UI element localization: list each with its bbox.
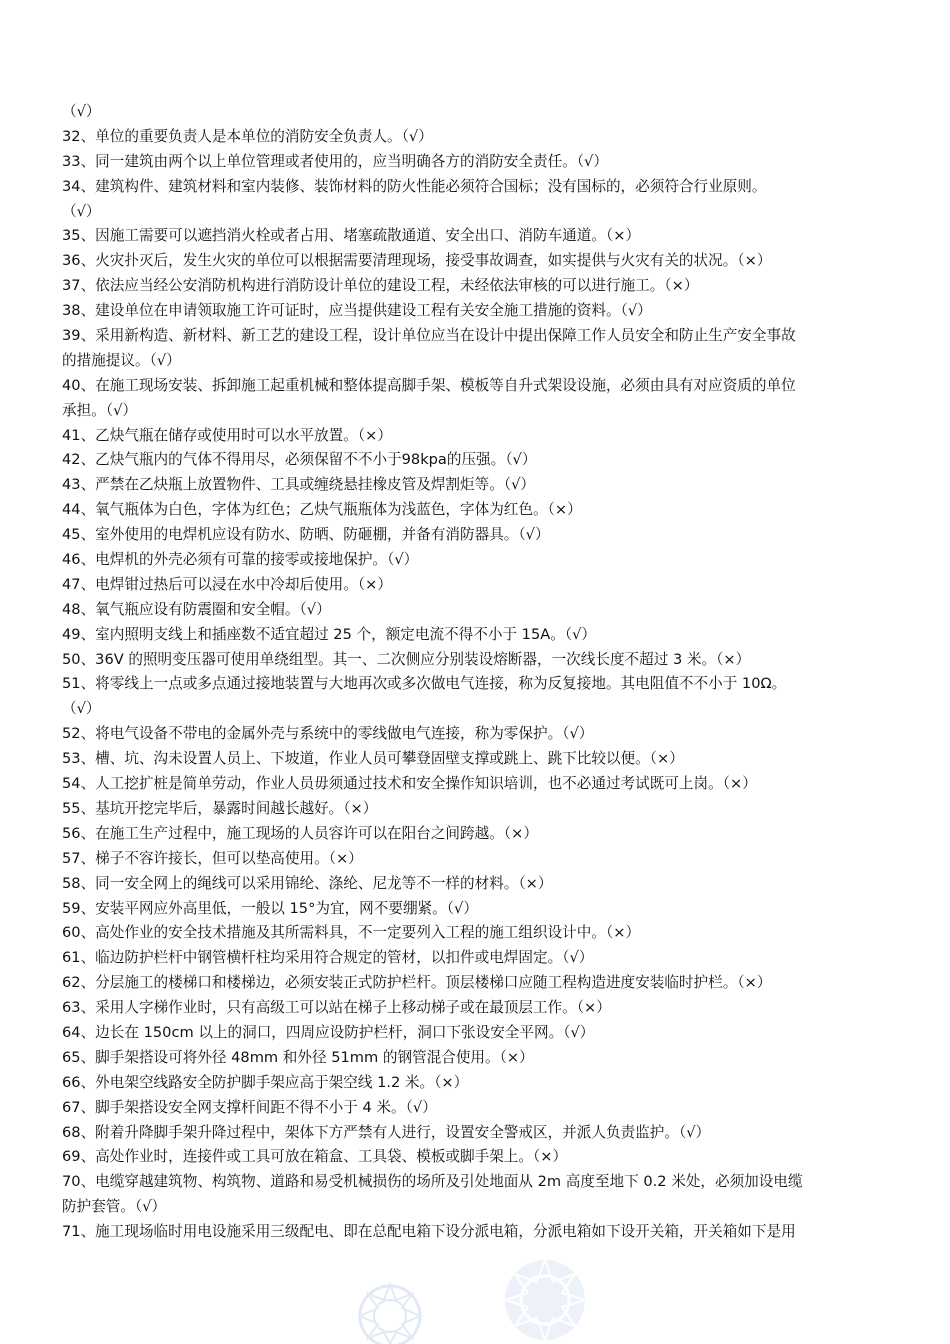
text-line: 55、基坑开挖完毕后，暴露时间越长越好。（×） [62,799,378,817]
text-line: 的措施提议。（√） [62,351,181,369]
text-line: 45、室外使用的电焊机应设有防水、防晒、防砸棚，并备有消防器具。（√） [62,526,550,544]
text-line: 54、人工挖扩桩是简单劳动，作业人员毋须通过技术和安全操作知识培训，也不必通过考试既可上岗。（×） [62,775,757,793]
text-line: （√） [62,202,101,220]
text-line: 51、将零线上一点或多点通过接地装置与大地再次或多次做电气连接，称为反复接地。其电阻值不不小于 10Ω。 [62,675,787,693]
text-line: 49、室内照明支线上和插座数不适宜超过 25 个，额定电流不得不小于 15A。（√） [62,625,597,643]
text-line: 35、因施工需要可以遮挡消火栓或者占用、堵塞疏散通道、安全出口、消防车通道。（×） [62,227,641,245]
text-line: 33、同一建筑由两个以上单位管理或者使用的，应当明确各方的消防安全责任。（√） [62,152,608,170]
text-line: 50、36V 的照明变压器可使用单绕组型。其一、二次侧应分别装设熔断器，一次线长度不超过 3 米。（×） [62,650,751,668]
text-line: 41、乙炔气瓶在储存或使用时可以水平放置。（×） [62,426,392,444]
text-line: 39、采用新构造、新材料、新工艺的建设工程，设计单位应当在设计中提出保障工作人员安全和防止生产安全事故 [62,327,796,345]
text-line: 34、建筑构件、建筑材料和室内装修、装饰材料的防火性能必须符合国标；没有国标的，必须符合行业原则。 [62,177,767,195]
text-line: 60、高处作业的安全技术措施及其所需料具，不一定要列入工程的施工组织设计中。（×） [62,924,641,942]
text-line: 63、采用人字梯作业时，只有高级工可以站在梯子上移动梯子或在最顶层工作。（×） [62,999,611,1017]
text-line: 32、单位的重要负责人是本单位的消防安全负责人。（√） [62,127,433,145]
text-line: 71、施工现场临时用电设施采用三级配电、即在总配电箱下设分派电箱，分派电箱如下设开关箱，开关箱如下是用 [62,1223,796,1241]
text-line: 57、梯子不容许接长，但可以垫高使用。（×） [62,849,363,867]
text-line: 52、将电气设备不带电的金属外壳与系统中的零线做电气连接，称为零保护。（√） [62,725,594,743]
text-line: 47、电焊钳过热后可以浸在水中冷却后使用。（×） [62,575,392,593]
document-body [62,100,904,1245]
text-line: （√） [62,103,101,120]
text-line: 40、在施工现场安装、拆卸施工起重机械和整体提高脚手架、模板等自升式架设设施，必须由具有对应资质的单位 [62,376,796,394]
text-line: 防护套管。（√） [62,1198,167,1216]
text-line: 48、氧气瓶应设有防震圈和安全帽。（√） [62,600,331,618]
text-line: 38、建设单位在申请领取施工许可证时，应当提供建设工程有关安全施工措施的资料。（√） [62,302,652,320]
text-line: （√） [62,700,101,718]
text-line: 68、附着升降脚手架升降过程中，架体下方严禁有人进行，设置安全警戒区，并派人负责监护。（√） [62,1123,711,1141]
text-line: 59、安装平网应外高里低，一般以 15°为宜，网不要绷紧。（√） [62,899,478,917]
text-line: 56、在施工生产过程中，施工现场的人员容许可以在阳台之间跨越。（×） [62,824,538,842]
text-line: 43、严禁在乙炔瓶上放置物件、工具或缠绕悬挂橡皮管及焊割炬等。（√） [62,476,535,494]
text-line: 承担。（√） [62,401,137,419]
watermark-flower-icon [360,1284,420,1344]
text-line: 62、分层施工的楼梯口和楼梯边，必须安装正式防护栏杆。顶层楼梯口应随工程构造进度安装临时护栏。（×） [62,974,772,992]
text-line: 37、依法应当经公安消防机构进行消防设计单位的建设工程，未经依法审核的可以进行施工。（×） [62,277,699,295]
text-line: 42、乙炔气瓶内的气体不得用尽，必须保留不不小于98kpa的压强。（√） [62,451,537,469]
text-line: 69、高处作业时，连接件或工具可放在箱盒、工具袋、模板或脚手架上。（×） [62,1148,568,1166]
watermark-flower-icon [505,1260,585,1340]
text-line: 65、脚手架搭设可将外径 48mm 和外径 51mm 的钢管混合使用。（×） [62,1048,534,1066]
watermark-logo [330,1238,650,1344]
text-line: 46、电焊机的外壳必须有可靠的接零或接地保护。（√） [62,551,419,569]
text-line: 44、氧气瓶体为白色，字体为红色；乙炔气瓶瓶体为浅蓝色，字体为红色。（×） [62,501,582,519]
text-line: 61、临边防护栏杆中钢管横杆柱均采用符合规定的管材，以扣件或电焊固定。（√） [62,949,594,967]
text-line: 67、脚手架搭设安全网支撑杆间距不得不小于 4 米。（√） [62,1098,437,1116]
text-line: 58、同一安全网上的绳线可以采用锦纶、涤纶、尼龙等不一样的材料。（×） [62,874,553,892]
text-line: 64、边长在 150cm 以上的洞口，四周应设防护栏杆，洞口下张设安全平网。（√） [62,1023,595,1041]
text-line: 66、外电架空线路安全防护脚手架应高于架空线 1.2 米。（×） [62,1073,469,1091]
text-line: 36、火灾扑灭后，发生火灾的单位可以根据需要清理现场，接受事故调查，如实提供与火灾有关的状况。（×） [62,252,772,270]
text-line: 53、槽、坑、沟未设置人员上、下坡道，作业人员可攀登固壁支撑或跳上、跳下比较以便。（×） [62,750,684,768]
text-line: 70、电缆穿越建筑物、构筑物、道路和易受机械损伤的场所及引处地面从 2m 高度至地下 0.2 米处，必须加设电缆 [62,1173,803,1191]
